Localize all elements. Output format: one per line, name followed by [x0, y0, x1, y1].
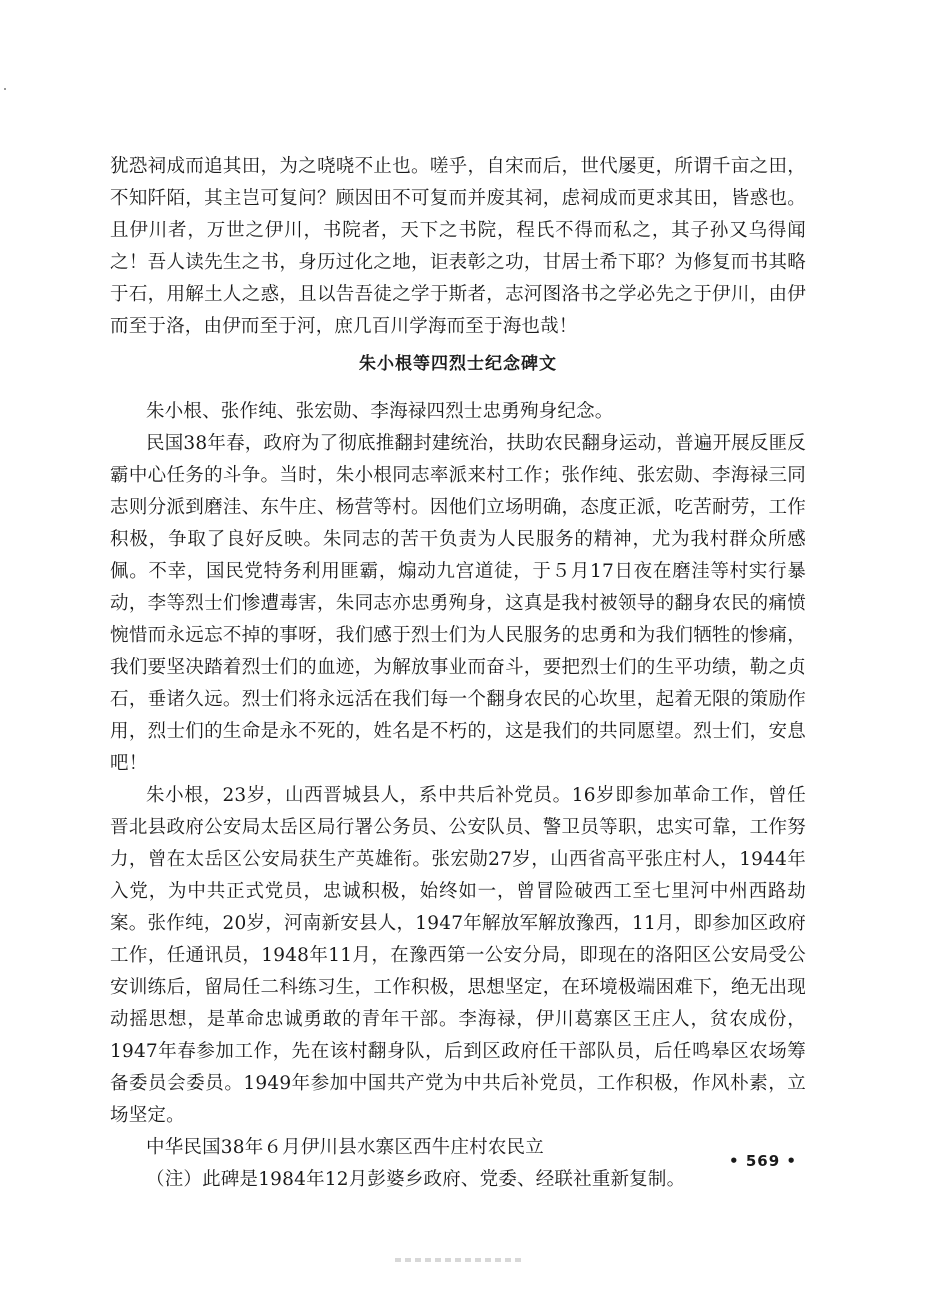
continuation-text-block	[110, 151, 806, 343]
biographies-paragraph: 朱小根，23岁，山西晋城县人，系中共后补党员。16岁即参加革命工作，曾任晋北县政府公安局太岳区局行署公务员、公安队员、警卫员等职，忠实可靠，工作努力，曾在太岳区公安局获生产英雄衔。张宏勋27岁，山西省高平张庄村人，1944年入党，为中共正式党员，忠诚积极，始终如一，曾冒险破西工至七里河中州西路劫案。张作纯，20岁，河南新安县人，1947年解放军解放豫西，11月，即参加区政府工作，任通讯员，1948年11月，在豫西第一公安分局，即现在的洛阳区公安局受公安训练后，留局任二科练习生，工作积极，思想坚定，在环境极端困难下，绝无出现动摇思想，是革命忠诚勇敢的青年干部。李海禄，伊川葛寨区王庄人，贫农成份，1947年春参加工作，先在该村翻身队，后到区政府任干部队员，后任鸣皋区农场筹备委员会委员。1949年参加中国共产党为中共后补党员，工作积极，作风朴素，立场坚定。	[110, 785, 806, 1126]
section-title: 朱小根等四烈士纪念碑文	[359, 354, 557, 374]
continuation-paragraph: 犹恐祠成而追其田，为之哓哓不止也。嗟乎，自宋而后，世代屡更，所谓千亩之田，不知阡陌，其主岂可复问？顾因田不可复而并废其祠，虑祠成而更求其田，皆惑也。且伊川者，万世之伊川，书院者，天下之书院，程氏不得而私之，其子孙又乌得闻之！吾人读先生之书，身历过化之地，讵表彰之功，甘居士希下耶？为修复而书其略于石，用解土人之惑，且以告吾徒之学于斯者，志河图洛书之学必先之于伊川，由伊而至于洛，由伊而至于河，庶几百川学海而至于海也哉！	[110, 156, 806, 337]
narrative-paragraph: 民国38年春，政府为了彻底推翻封建统治，扶助农民翻身运动，普遍开展反匪反霸中心任务的斗争。当时，朱小根同志率派来村工作；张作纯、张宏勋、李海禄三同志则分派到磨洼、东牛庄、杨营等村。因他们立场明确，态度正派，吃苦耐劳，工作积极，争取了良好反映。朱同志的苦干负责为人民服务的精神，尤为我村群众所感佩。不幸，国民党特务利用匪霸，煽动九宫道徒，于５月17日夜在磨洼等村实行暴动，李等烈士们惨遭毒害，朱同志亦忠勇殉身，这真是我村被领导的翻身农民的痛愤惋惜而永远忘不掉的事呀，我们感于烈士们为人民服务的忠勇和为我们牺牲的惨痛，我们要坚决踏着烈士们的血迹，为解放事业而奋斗，要把烈士们的生平功绩，勒之贞石，垂诸久远。烈士们将永远活在我们每一个翻身农民的心坎里，起着无限的策励作用，烈士们的生命是永不死的，姓名是不朽的，这是我们的共同愿望。烈士们，安息吧！	[110, 433, 806, 774]
page-number: • 569 •	[729, 1152, 797, 1170]
scan-smudge	[395, 1258, 525, 1262]
dedication-paragraph: 朱小根、张作纯、张宏勋、李海禄四烈士忠勇殉身纪念。	[146, 401, 614, 422]
erection-note-paragraph: 中华民国38年６月伊川县水寨区西牛庄村农民立	[146, 1137, 544, 1158]
annotation-paragraph: （注）此碑是1984年12月彭婆乡政府、党委、经联社重新复制。	[146, 1169, 686, 1190]
inscription-text-block	[110, 396, 806, 1196]
scan-speck	[4, 88, 6, 90]
